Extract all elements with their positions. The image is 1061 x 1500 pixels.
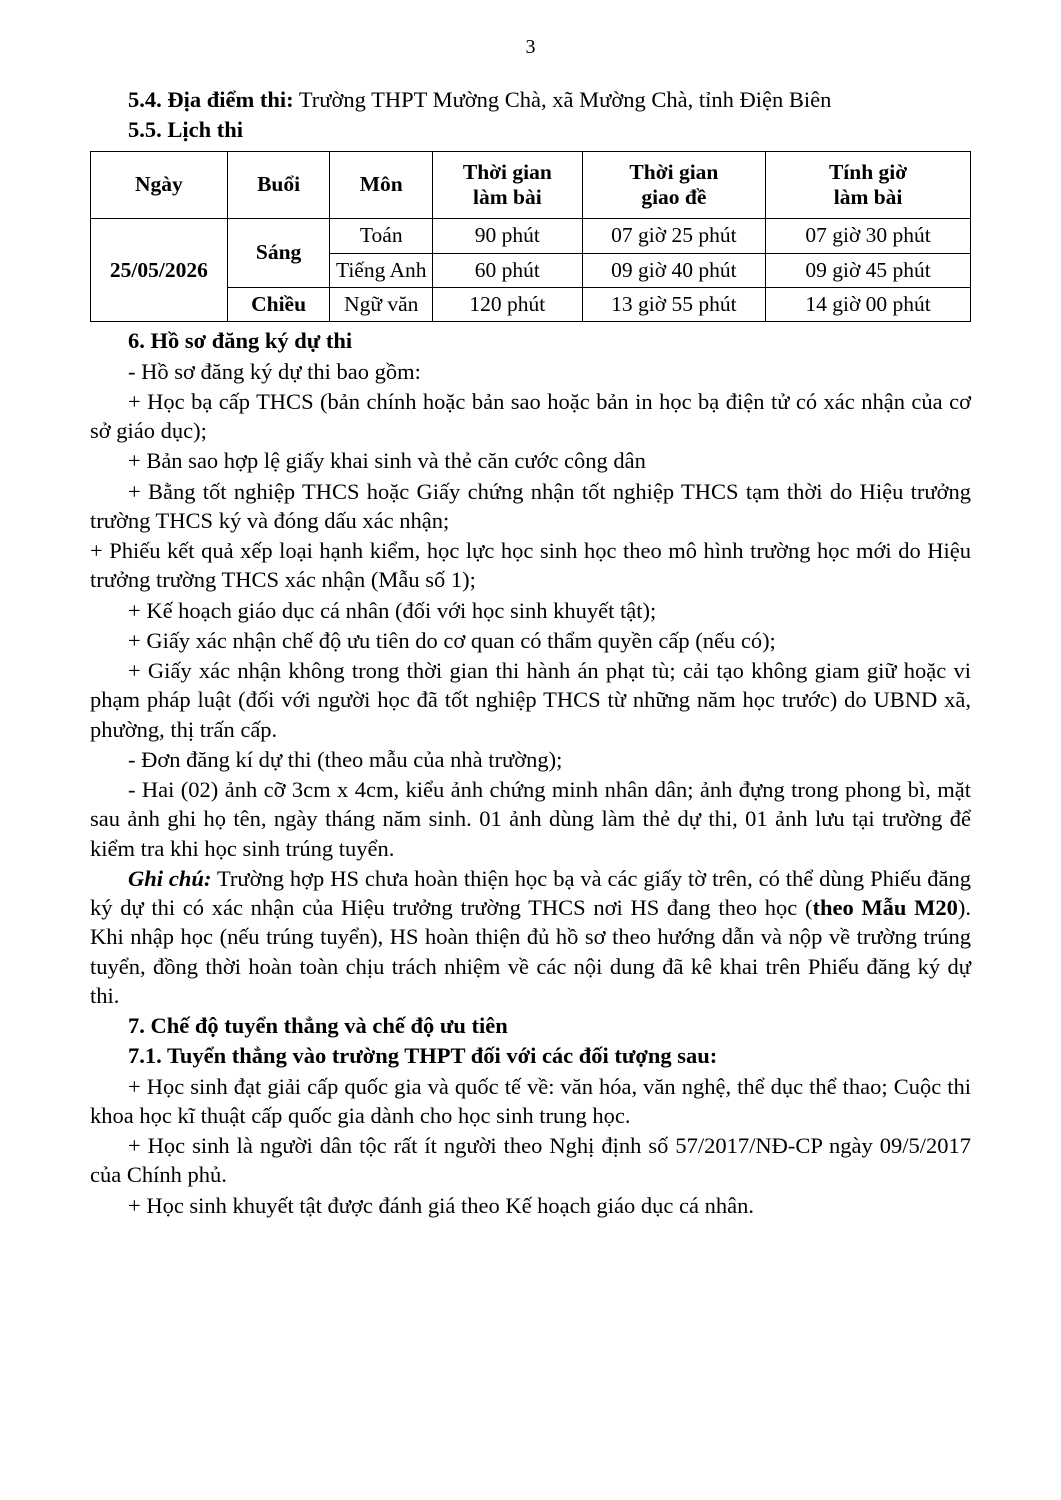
cell-session-afternoon: Chiều: [227, 287, 330, 321]
exam-location-line: [90, 85, 971, 114]
note-label: Ghi chú:: [128, 865, 212, 891]
header-mon-label: Môn: [359, 172, 403, 197]
cell-handout-math: 07 giờ 25 phút: [582, 219, 766, 253]
header-tinh-gio-lam-bai: [766, 151, 971, 219]
exam-schedule-heading: 5.5. Lịch thi: [128, 117, 244, 143]
header-tgl-line2: làm bài: [473, 184, 542, 209]
header-tgl-line1: Thời gian: [462, 159, 552, 184]
cell-duration-literature: 120 phút: [433, 287, 583, 321]
header-ngay: Ngày: [91, 151, 228, 219]
paragraph-item-diploma: + Bằng tốt nghiệp THCS hoặc Giấy chứng nhận tốt nghiệp THCS tạm thời do Hiệu trưởng trường THCS ký và đóng dấu xác nhận;: [90, 478, 971, 533]
paragraph-item-legal-confirmation: + Giấy xác nhận không trong thời gian thi hành án phạt tù; cải tạo không giam giữ hoặc vi phạm pháp luật (đối với người học đã tốt nghiệp THCS từ những năm học trước) do UBND xã, phường, thị trấn cấp.: [90, 658, 971, 742]
paragraph-item-birth-certificate: + Bản sao hợp lệ giấy khai sinh và thẻ căn cước công dân: [128, 448, 646, 474]
cell-start-literature: 14 giờ 00 phút: [766, 287, 971, 321]
header-tgg-line1: Thời gian: [629, 159, 719, 184]
paragraph-item-priority: + Giấy xác nhận chế độ ưu tiên do cơ quan có thẩm quyền cấp (nếu có);: [128, 627, 776, 653]
paragraph-dossier-intro: - Hồ sơ đăng ký dự thi bao gồm:: [128, 358, 421, 384]
cell-duration-math: 90 phút: [433, 219, 583, 253]
cell-duration-english: 60 phút: [433, 253, 583, 287]
header-mon: [330, 151, 433, 219]
note-form-code: theo Mẫu M20: [812, 895, 958, 921]
header-tgio-line2: làm bài: [833, 184, 903, 209]
section-7-1-heading: 7.1. Tuyển thẳng vào trường THPT đối với các đối tượng sau:: [128, 1043, 718, 1069]
cell-handout-literature: 13 giờ 55 phút: [582, 287, 766, 321]
section-7-heading: 7. Chế độ tuyển thẳng và chế độ ưu tiên: [128, 1013, 508, 1039]
cell-subject-math: Toán: [330, 219, 433, 253]
table-header-row: [91, 151, 971, 219]
cell-handout-english: 09 giờ 40 phút: [582, 253, 766, 287]
header-thoi-gian-lam-bai: [433, 151, 583, 219]
page-number: 3: [525, 36, 536, 58]
paragraph-direct-admission-disability: + Học sinh khuyết tật được đánh giá theo Kế hoạch giáo dục cá nhân.: [128, 1192, 754, 1218]
paragraph-item-transcript: + Học bạ cấp THCS (bản chính hoặc bản sao hoặc bản in học bạ điện tử có xác nhận của cơ sở giáo dục);: [90, 388, 971, 444]
exam-schedule-table: [90, 151, 971, 323]
paragraph-direct-admission-ethnic: + Học sinh là người dân tộc rất ít người theo Nghị định số 57/2017/NĐ-CP ngày 09/5/2017 của Chính phủ.: [90, 1133, 971, 1188]
note-text-1: Trường hợp HS chưa hoàn thiện học bạ và các giấy tờ trên, có thể dùng Phiếu đăng ký dự thi có xác nhận của Hiệu trưởng trường THCS nơi HS đang theo học (: [90, 865, 971, 921]
cell-exam-date: 25/05/2026: [91, 219, 228, 322]
paragraph-item-photos: - Hai (02) ảnh cỡ 3cm x 4cm, kiểu ảnh chứng minh nhân dân; ảnh đựng trong phong bì, mặt sau ảnh ghi họ tên, ngày tháng năm sinh. 01 ảnh dùng làm thẻ dự thi, 01 ảnh lưu tại trường để kiểm tra khi học sinh trúng tuyển.: [90, 777, 971, 861]
table-row: [91, 219, 971, 253]
cell-start-english: 09 giờ 45 phút: [766, 253, 971, 287]
section-6-heading: 6. Hồ sơ đăng ký dự thi: [128, 328, 353, 354]
paragraph-item-conduct-result: + Phiếu kết quả xếp loại hạnh kiểm, học lực học sinh học theo mô hình trường học mới do Hiệu trưởng trường THCS xác nhận (Mẫu số 1);: [90, 538, 971, 593]
paragraph-direct-admission-awards: + Học sinh đạt giải cấp quốc gia và quốc tế về: văn hóa, văn nghệ, thể dục thể thao; Cuộc thi khoa học kĩ thuật cấp quốc gia dành cho học sinh trung học.: [90, 1073, 971, 1128]
cell-start-math: 07 giờ 30 phút: [766, 219, 971, 253]
cell-subject-english: Tiếng Anh: [330, 253, 433, 287]
exam-location-heading: 5.4. Địa điểm thi:: [128, 87, 294, 112]
header-tgg-line2: giao đề: [641, 184, 707, 209]
paragraph-item-individual-plan: + Kế hoạch giáo dục cá nhân (đối với học sinh khuyết tật);: [128, 597, 657, 623]
cell-session-morning: Sáng: [227, 219, 330, 288]
header-tgio-line1: Tính giờ: [828, 159, 908, 184]
paragraph-item-application-form: - Đơn đăng kí dự thi (theo mẫu của nhà trường);: [128, 746, 563, 772]
exam-location-text: Trường THPT Mường Chà, xã Mường Chà, tỉnh Điện Biên: [293, 87, 832, 112]
paragraph-note: [90, 864, 971, 1010]
header-thoi-gian-giao-de: [582, 151, 766, 219]
cell-subject-literature: Ngữ văn: [330, 287, 433, 321]
note-text-2: ). Khi nhập học (nếu trúng tuyển), HS hoàn thiện đủ hồ sơ theo hướng dẫn và nộp về trường trúng tuyển, đồng thời hoàn toàn chịu trách nhiệm về các nội dung đã kê khai trên Phiếu đăng ký dự thi.: [90, 895, 972, 1008]
header-buoi: Buổi: [227, 151, 330, 219]
